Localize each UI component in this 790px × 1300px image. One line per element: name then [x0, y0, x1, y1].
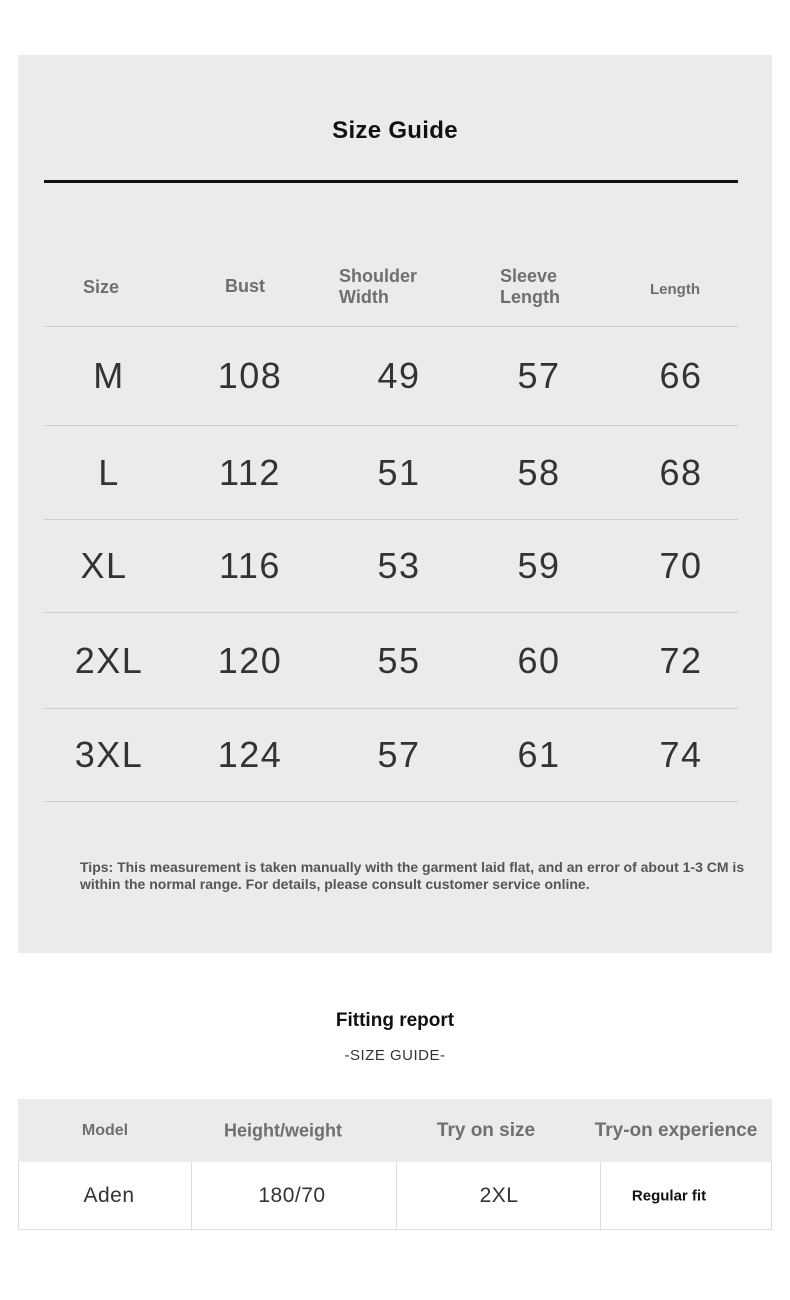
- fitting-report-title: Fitting report: [335, 1010, 455, 1031]
- fitting-table: [18, 1099, 772, 1230]
- cell-length: 72: [659, 639, 703, 681]
- measurement-tips: Tips: This measurement is taken manually with the garment laid flat, and an error of about 1-3 CM is within the normal range. For details, please consult customer service online.: [80, 859, 745, 892]
- header-sleeve-length-line-1: Sleeve: [500, 266, 558, 286]
- cell-shoulder: 51: [377, 451, 421, 493]
- column-divider: [396, 1162, 397, 1229]
- header-sleeve-length-line-2: Length: [500, 287, 560, 307]
- cell-length: 66: [659, 355, 703, 396]
- title-divider: [44, 180, 738, 183]
- column-divider: [191, 1162, 192, 1229]
- cell-try-on-experience: Regular fit: [631, 1187, 707, 1204]
- table-row: [44, 327, 738, 426]
- cell-sleeve: 59: [517, 545, 561, 586]
- header-bust-label: Bust: [225, 276, 265, 296]
- size-table-header: [44, 255, 738, 327]
- header-shoulder-width-line-1: Shoulder: [339, 266, 418, 286]
- cell-bust: 108: [217, 355, 283, 396]
- cell-size: L: [98, 451, 120, 493]
- size-guide-card: [18, 55, 772, 953]
- table-row: [44, 426, 738, 520]
- cell-model: Aden: [83, 1183, 135, 1207]
- cell-shoulder: 49: [377, 355, 421, 396]
- header-try-on-size: Try on size: [436, 1119, 536, 1141]
- cell-size: M: [93, 355, 125, 396]
- cell-bust: 124: [217, 734, 283, 775]
- cell-shoulder: 57: [377, 734, 421, 775]
- table-row: [44, 613, 738, 709]
- header-length-label: Length: [650, 281, 700, 298]
- header-shoulder-width: [339, 266, 417, 308]
- cell-height-weight: 180/70: [258, 1183, 326, 1207]
- header-shoulder-width-line-2: Width: [339, 287, 389, 307]
- cell-shoulder: 55: [377, 639, 421, 681]
- cell-sleeve: 60: [517, 639, 561, 681]
- size-table: [44, 255, 738, 802]
- cell-sleeve: 57: [517, 355, 561, 396]
- cell-length: 74: [659, 734, 703, 775]
- cell-bust: 120: [217, 639, 283, 681]
- cell-bust: 116: [219, 545, 281, 586]
- column-divider: [600, 1162, 601, 1229]
- cell-shoulder: 53: [377, 545, 421, 586]
- fitting-table-row: [18, 1162, 772, 1230]
- cell-length: 68: [659, 451, 703, 493]
- fitting-report-subtitle: -SIZE GUIDE-: [344, 1047, 446, 1064]
- size-guide-title: Size Guide: [332, 117, 458, 144]
- table-row: [44, 520, 738, 613]
- header-size: [83, 277, 119, 298]
- cell-sleeve: 58: [517, 451, 561, 493]
- cell-bust: 112: [219, 451, 281, 493]
- cell-sleeve: 61: [517, 734, 561, 775]
- header-size-label: Size: [83, 277, 120, 297]
- cell-length: 70: [659, 545, 703, 586]
- cell-size: XL: [80, 545, 128, 586]
- fitting-table-header: [18, 1099, 772, 1162]
- header-sleeve-length: [500, 266, 560, 308]
- header-bust: [225, 276, 265, 297]
- table-row: [44, 709, 738, 802]
- cell-try-on-size: 2XL: [479, 1183, 519, 1207]
- header-length: [650, 279, 700, 300]
- header-height-weight: Height/weight: [224, 1120, 342, 1140]
- cell-size: 2XL: [74, 639, 144, 681]
- cell-size: 3XL: [74, 734, 144, 775]
- header-model: Model: [81, 1121, 129, 1139]
- header-try-on-experience: Try-on experience: [594, 1119, 758, 1141]
